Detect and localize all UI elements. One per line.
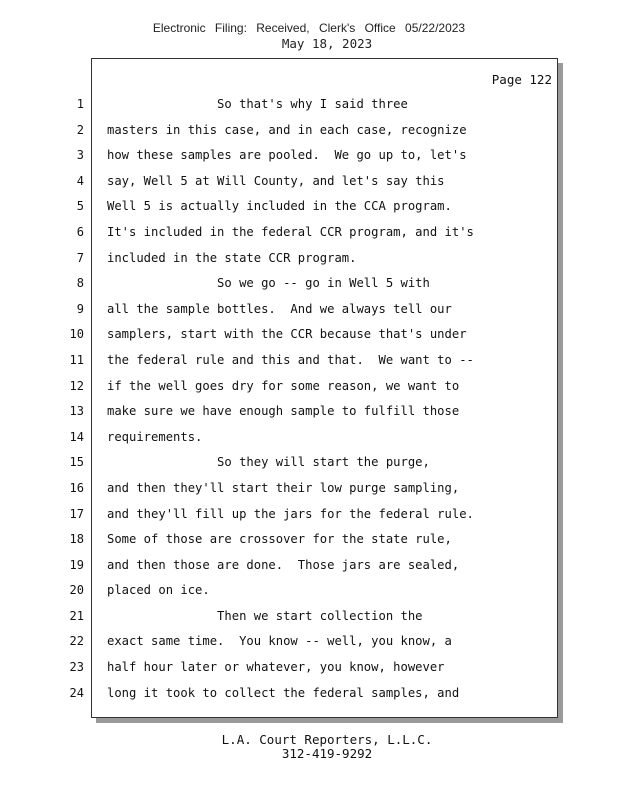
line-number: 15: [69, 455, 84, 470]
reporter-phone: 312-419-9292: [281, 746, 373, 761]
line-number: 19: [69, 557, 84, 572]
transcript-line: So they will start the purge,: [107, 455, 430, 470]
line-number: 6: [76, 224, 84, 239]
transcript-line: and then those are done. Those jars are sealed,: [107, 557, 460, 572]
transcript-line: placed on ice.: [107, 583, 210, 598]
line-number: 5: [76, 199, 84, 214]
line-number: 24: [69, 685, 84, 700]
footer: [0, 733, 618, 761]
transcript-line: Some of those are crossover for the state rule,: [107, 532, 452, 547]
transcript-line: masters in this case, and in each case, recognize: [107, 122, 467, 137]
transcript-text: [107, 92, 552, 706]
line-number: 17: [69, 506, 84, 521]
line-number: 23: [69, 660, 84, 675]
transcript-line: and they'll fill up the jars for the federal rule.: [107, 506, 474, 521]
line-number: 22: [69, 634, 84, 649]
line-number: 1: [76, 97, 84, 111]
line-number: 21: [69, 608, 84, 623]
reporter-company: L.A. Court Reporters, L.L.C.: [221, 732, 433, 747]
transcript-line: how these samples are pooled. We go up to, let's: [107, 148, 467, 163]
line-number: 2: [76, 122, 84, 137]
line-number: 8: [76, 276, 84, 291]
line-number: 12: [69, 378, 84, 393]
line-number-column: [56, 92, 84, 706]
transcript-line: So we go -- go in Well 5 with: [107, 276, 430, 291]
transcript-line: exact same time. You know -- well, you know, a: [107, 634, 452, 649]
transcript-line: and then they'll start their low purge sampling,: [107, 480, 460, 495]
transcript-line: half hour later or whatever, you know, however: [107, 660, 445, 675]
line-number: 10: [69, 327, 84, 342]
transcript-line: say, Well 5 at Will County, and let's say this: [107, 173, 445, 188]
line-number: 13: [69, 404, 84, 419]
transcript-line: Well 5 is actually included in the CCA program.: [107, 199, 452, 214]
transcript-line: samplers, start with the CCR because that's under: [107, 327, 467, 342]
line-number: 14: [69, 429, 84, 444]
transcript-line: requirements.: [107, 429, 203, 444]
transcript-line: long it took to collect the federal samples, and: [107, 685, 460, 700]
transcript-date: May 18, 2023: [281, 36, 373, 51]
line-number: 11: [69, 352, 84, 367]
page-number: Page 122: [491, 72, 552, 87]
line-number: 4: [76, 173, 84, 188]
line-number: 16: [69, 480, 84, 495]
transcript-line: It's included in the federal CCR program, and it's: [107, 224, 474, 239]
transcript-line: make sure we have enough sample to fulfill those: [107, 404, 460, 419]
transcript-line: included in the state CCR program.: [107, 250, 357, 265]
transcript-line: the federal rule and this and that. We want to --: [107, 352, 474, 367]
line-number: 18: [69, 532, 84, 547]
line-number: 7: [76, 250, 84, 265]
line-number: 20: [69, 583, 84, 598]
transcript-line: all the sample bottles. And we always tell our: [107, 301, 452, 316]
line-number: 3: [76, 148, 84, 163]
transcript-line: if the well goes dry for some reason, we want to: [107, 378, 460, 393]
transcript-line: Then we start collection the: [107, 608, 423, 623]
filing-stamp: Electronic Filing: Received, Clerk's Office 05/22/2023: [152, 21, 466, 35]
transcript-line: So that's why I said three: [107, 97, 408, 111]
line-number: 9: [76, 301, 84, 316]
